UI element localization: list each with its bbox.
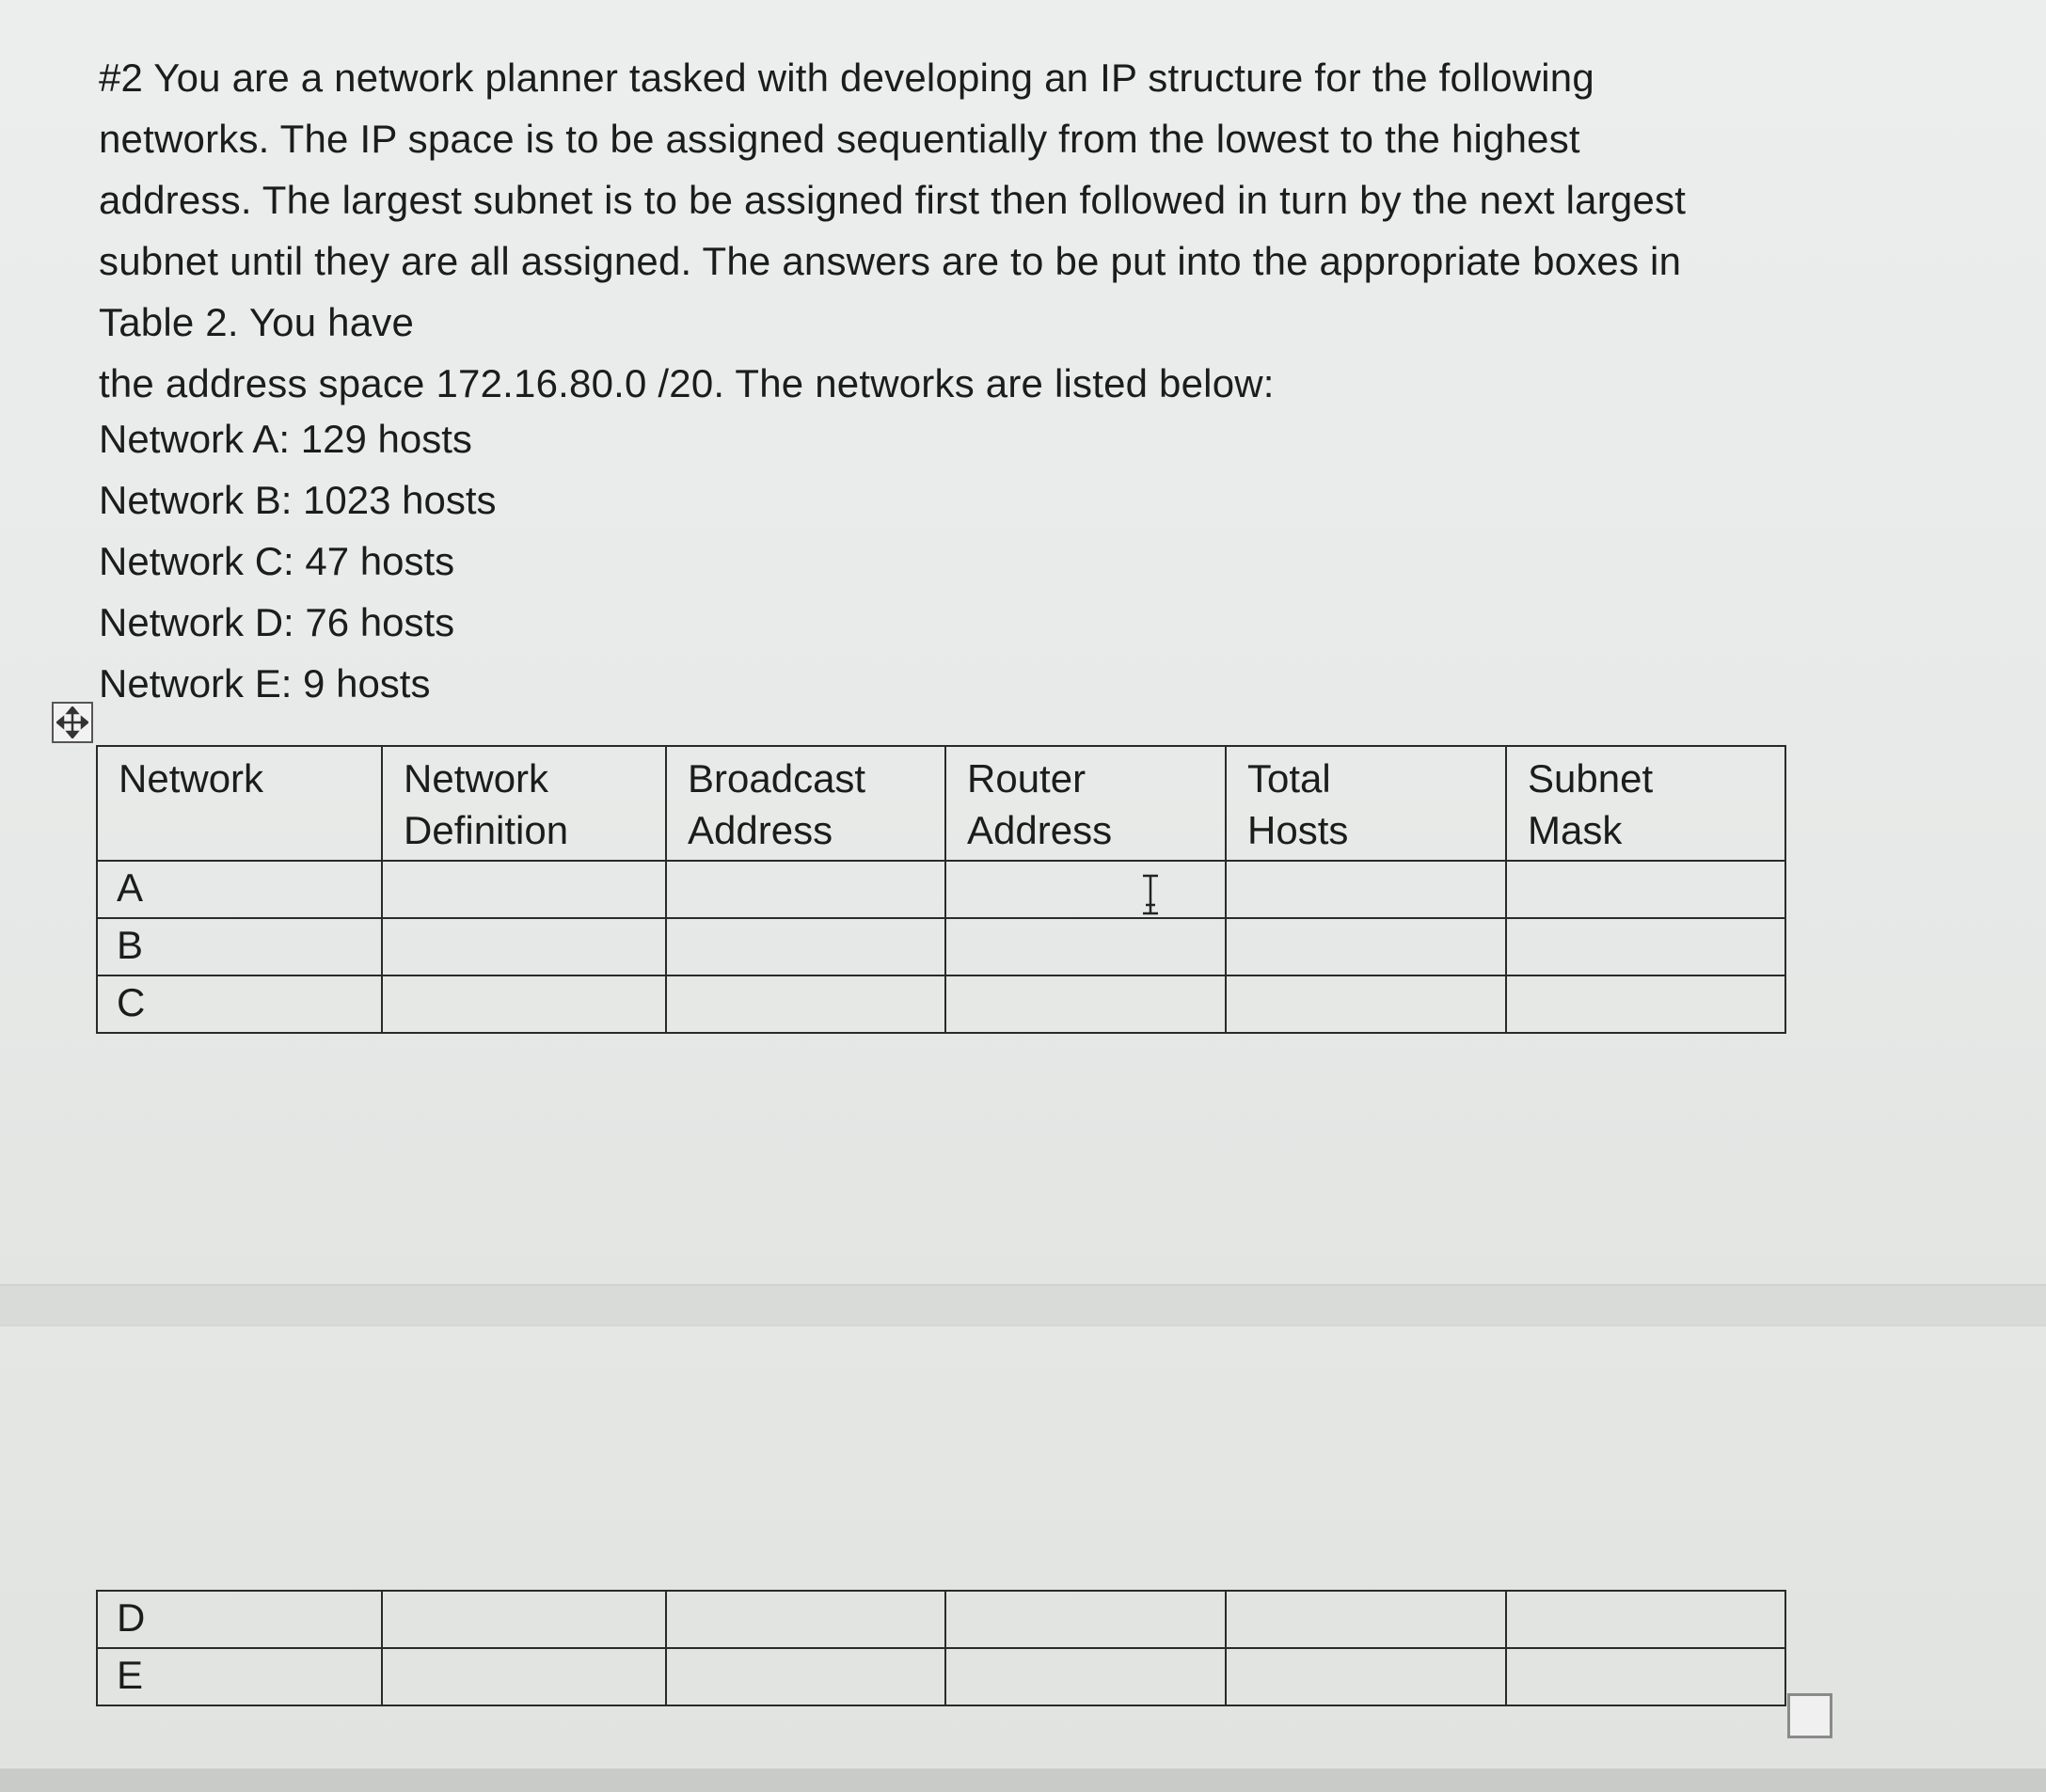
move-arrows-icon[interactable] [52,702,93,743]
header-network-definition[interactable]: Network Definition [382,746,666,861]
network-item: Network E: 9 hosts [99,661,431,706]
router-address-cell[interactable] [945,1648,1226,1705]
subnet-mask-cell[interactable] [1506,975,1785,1033]
question-line: Table 2. You have [99,300,415,344]
router-address-cell[interactable] [945,975,1226,1033]
table-row [97,1648,1785,1705]
router-address-cell[interactable] [945,861,1226,918]
question-text[interactable] [99,47,1792,414]
network-item: Network C: 47 hosts [99,539,455,583]
network-definition-cell[interactable] [382,918,666,975]
broadcast-address-cell[interactable] [666,975,945,1033]
question-line: the address space 172.16.80.0 /20. The networks are listed below: [99,361,1275,405]
subnet-table [96,745,1786,1034]
question-line: #2 You are a network planner tasked with developing an IP structure for the following [99,56,1594,100]
table-row [97,975,1785,1033]
network-definition-cell[interactable] [382,1591,666,1648]
router-address-cell[interactable] [945,918,1226,975]
table-header-row [97,746,1785,861]
router-address-cell[interactable] [945,1591,1226,1648]
window-bottom-edge [0,1768,2046,1792]
header-router-address[interactable]: Router Address [945,746,1226,861]
network-item: Network D: 76 hosts [99,600,455,644]
subnet-mask-cell[interactable] [1506,1648,1785,1705]
total-hosts-cell[interactable] [1226,975,1506,1033]
broadcast-address-cell[interactable] [666,861,945,918]
header-subnet-mask[interactable]: Subnet Mask [1506,746,1785,861]
network-definition-cell[interactable] [382,1648,666,1705]
row-label-cell[interactable]: E [97,1648,382,1705]
subnet-table-continued [96,1590,1786,1706]
checkbox-icon[interactable] [1787,1693,1832,1738]
subnet-mask-cell[interactable] [1506,861,1785,918]
page-break [0,1284,2046,1326]
header-network[interactable]: Network [97,746,382,861]
total-hosts-cell[interactable] [1226,918,1506,975]
subnet-mask-cell[interactable] [1506,918,1785,975]
broadcast-address-cell[interactable] [666,1648,945,1705]
network-item: Network A: 129 hosts [99,417,472,461]
network-definition-cell[interactable] [382,861,666,918]
table-row [97,918,1785,975]
table-row [97,1591,1785,1648]
question-line: address. The largest subnet is to be assigned first then followed in turn by the next largest [99,178,1687,222]
broadcast-address-cell[interactable] [666,918,945,975]
row-label-cell[interactable]: D [97,1591,382,1648]
header-total-hosts[interactable]: Total Hosts [1226,746,1506,861]
network-item: Network B: 1023 hosts [99,478,497,522]
network-definition-cell[interactable] [382,975,666,1033]
total-hosts-cell[interactable] [1226,1648,1506,1705]
text-ibeam-cursor-icon [1138,873,1163,916]
row-label-cell[interactable]: B [97,918,382,975]
network-list[interactable] [99,408,497,714]
total-hosts-cell[interactable] [1226,861,1506,918]
table-row [97,861,1785,918]
question-line: networks. The IP space is to be assigned sequentially from the lowest to the highest [99,117,1580,161]
row-label-cell[interactable]: C [97,975,382,1033]
question-line: subnet until they are all assigned. The answers are to be put into the appropriate boxes in [99,239,1682,283]
total-hosts-cell[interactable] [1226,1591,1506,1648]
header-broadcast-address[interactable]: Broadcast Address [666,746,945,861]
broadcast-address-cell[interactable] [666,1591,945,1648]
row-label-cell[interactable]: A [97,861,382,918]
subnet-mask-cell[interactable] [1506,1591,1785,1648]
